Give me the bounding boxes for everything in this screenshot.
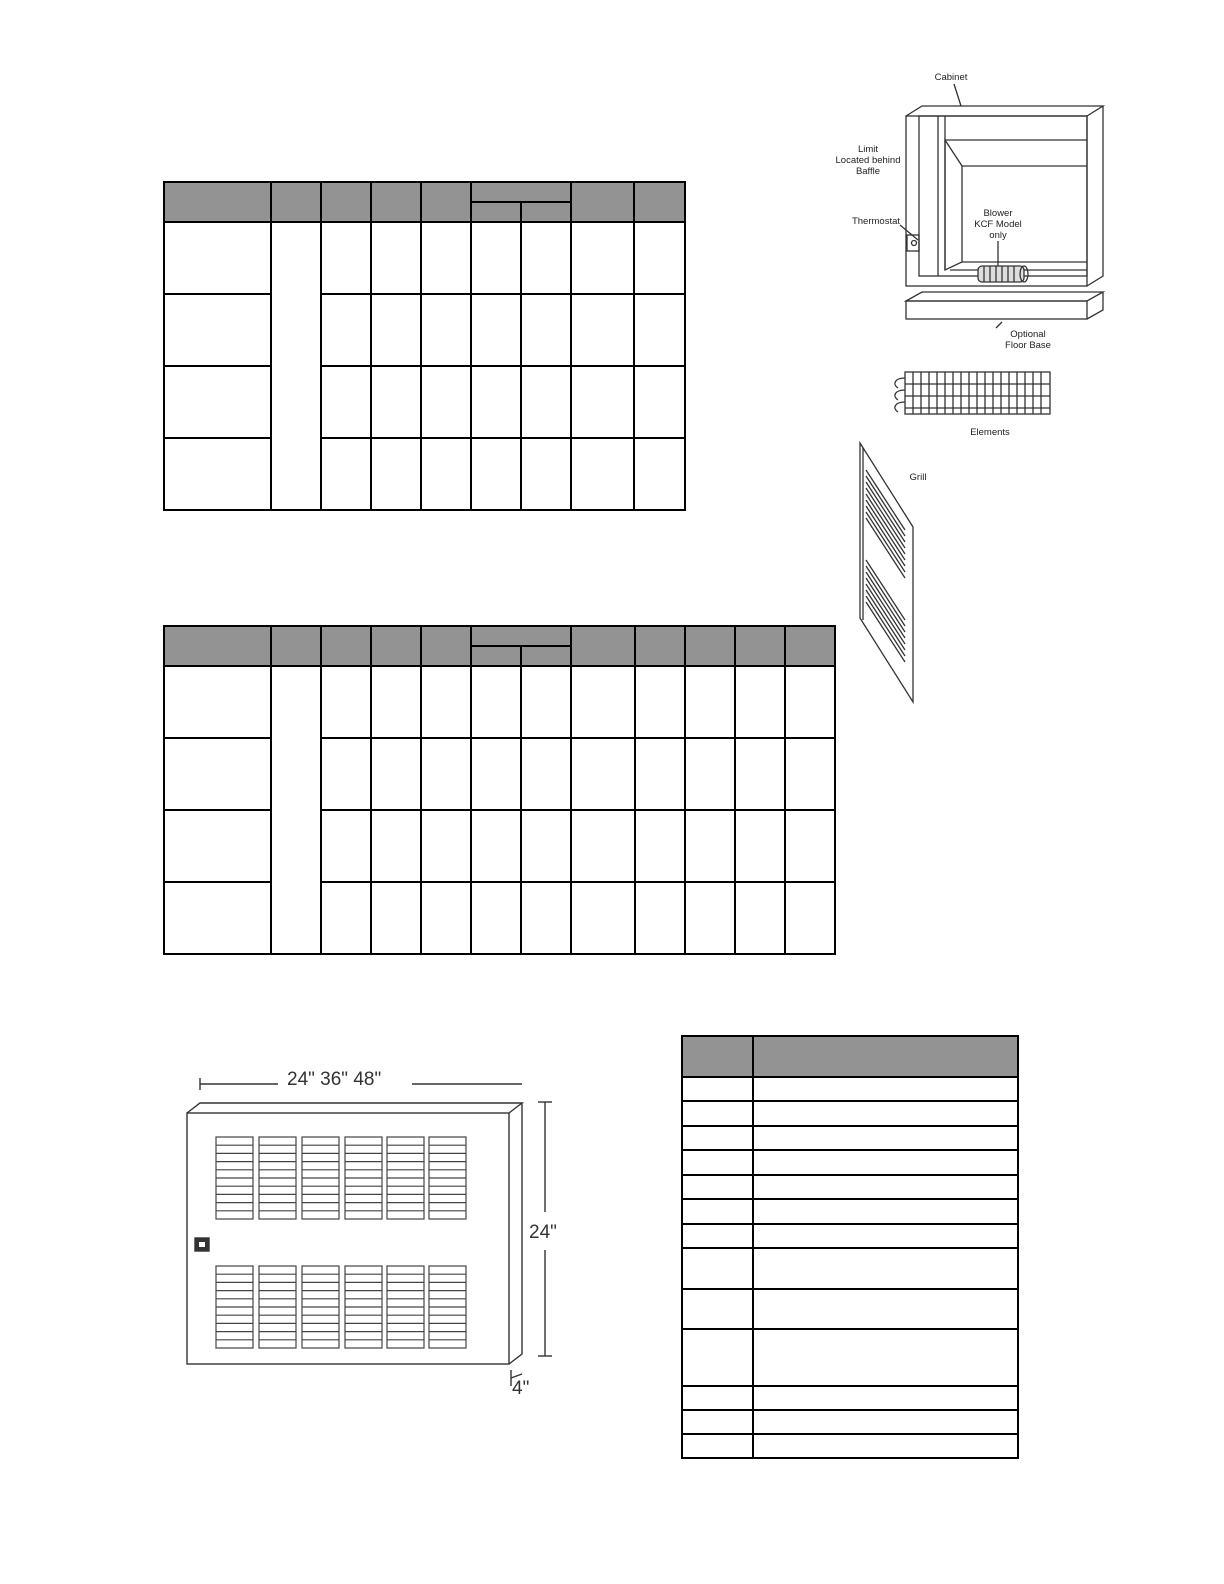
heater-front	[187, 1113, 509, 1364]
label-elements: Elements	[970, 427, 1010, 438]
label-cabinet: Cabinet	[934, 72, 968, 83]
label-floor-base: Optional Floor Base	[1005, 329, 1051, 351]
height-dimension-label: 24"	[529, 1222, 557, 1243]
label-grill: Grill	[909, 472, 927, 483]
width-dimension-label: 24" 36" 48"	[287, 1069, 382, 1090]
label-blower: Blower KCF Model only	[974, 208, 1022, 241]
depth-dimension-label: 4"	[512, 1378, 530, 1399]
label-thermostat: Thermostat	[851, 216, 901, 227]
label-limit: Limit Located behind Baffle	[835, 144, 901, 177]
